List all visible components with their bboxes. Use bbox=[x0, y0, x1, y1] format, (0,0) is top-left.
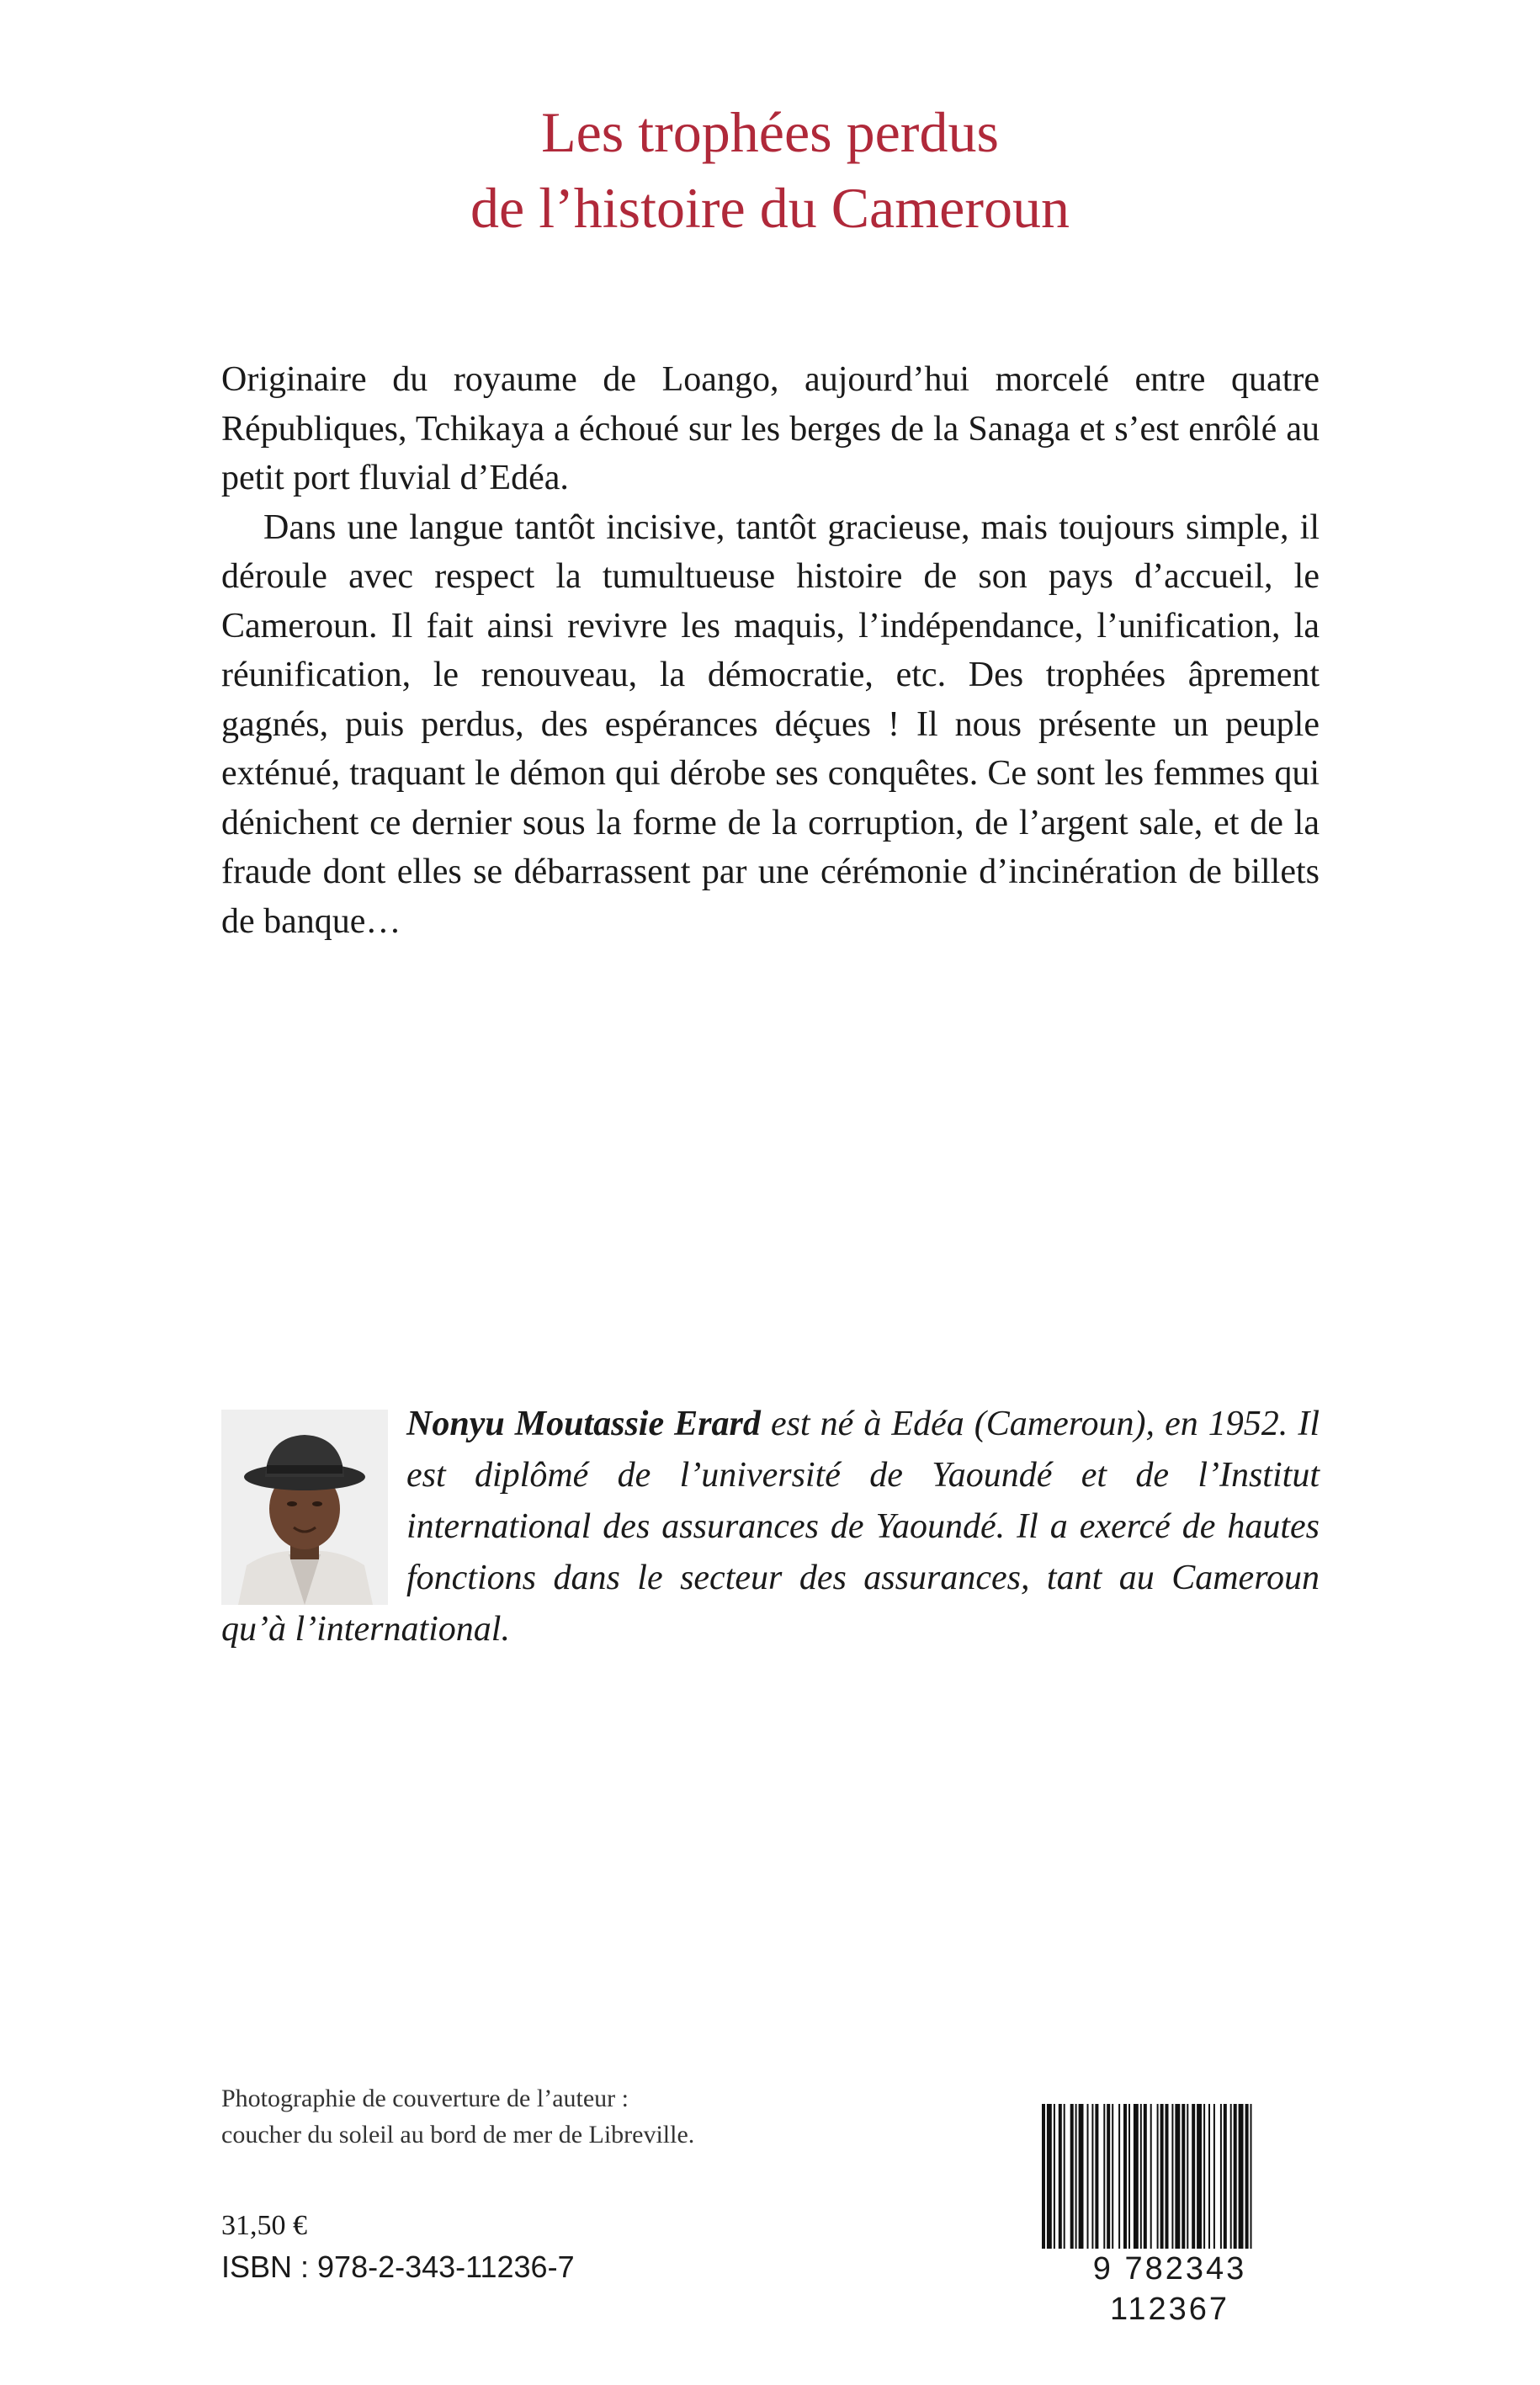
book-title bbox=[0, 94, 1540, 246]
barcode-bar bbox=[1245, 2104, 1249, 2264]
barcode-bar bbox=[1054, 2104, 1055, 2264]
barcode-bar bbox=[1230, 2104, 1232, 2264]
barcode-bar bbox=[1175, 2104, 1180, 2264]
barcode-bar bbox=[1171, 2104, 1173, 2264]
barcode-bar bbox=[1087, 2104, 1089, 2264]
barcode-bar bbox=[1213, 2104, 1215, 2264]
barcode-bar bbox=[1042, 2104, 1045, 2264]
barcode-bar bbox=[1224, 2104, 1227, 2264]
barcode-digits: 9 782343 112367 bbox=[1035, 2249, 1304, 2329]
barcode-bar bbox=[1157, 2104, 1159, 2264]
barcode-bar bbox=[1239, 2104, 1244, 2264]
barcode-bar bbox=[1128, 2104, 1130, 2264]
barcode-bar bbox=[1220, 2104, 1222, 2264]
barcode-bar bbox=[1123, 2104, 1127, 2264]
summary-paragraph-1: Originaire du royaume de Loango, aujourd’hui morcelé entre quatre Républiques, Tchikaya a échoué sur les berges de la Sanaga et s’est enrôlé au petit port fluvial d’Edéa. bbox=[221, 360, 1320, 497]
barcode-bar bbox=[1112, 2104, 1113, 2264]
barcode-bar bbox=[1144, 2104, 1147, 2264]
photo-credit-line-2: coucher du soleil au bord de mer de Libreville. bbox=[221, 2121, 695, 2149]
barcode-bar bbox=[1103, 2104, 1105, 2264]
summary-paragraph-2: Dans une langue tantôt incisive, tantôt gracieuse, mais toujours simple, il déroule avec respect la tumultueuse histoire de son pays d’accueil, le Cameroun. Il fait ainsi revivre les maquis, l’indépendance, l’unification, la réunification, le renouveau, la démocratie, etc. Des trophées âprement gagnés, puis perdus, des espérances déçues ! Il nous présente un peuple exténué, traquant le démon qui dérobe ses conquêtes. Ce sont les femmes qui dénichent ce dernier sous la forme de la corruption, de l’argent sale, et de la fraude dont elles se débarrassent par une cérémonie d’incinération de billets de banque… bbox=[221, 507, 1320, 941]
barcode-bar bbox=[1166, 2104, 1169, 2264]
book-title-line-1: Les trophées perdus bbox=[541, 100, 999, 164]
barcode-bar bbox=[1047, 2104, 1052, 2264]
barcode-bar bbox=[1208, 2104, 1210, 2264]
barcode-bar bbox=[1134, 2104, 1139, 2264]
author-bio-text: est né à Edéa (Cameroun), en 1952. Il est diplômé de l’université de Yaoundé et de l’Institut international des assurances de Yaoundé. Il a exercé de hautes fonctions dans le secteur des assurances, tant au Cameroun qu’à l’international. bbox=[221, 1405, 1320, 1649]
barcode-bar bbox=[1059, 2104, 1062, 2264]
photo-wrap-spacer bbox=[221, 1399, 406, 1601]
book-title-line-2: de l’histoire du Cameroun bbox=[470, 176, 1070, 240]
barcode-bar bbox=[1070, 2104, 1074, 2264]
barcode-bar bbox=[1197, 2104, 1202, 2264]
author-name: Nonyu Moutassie Erard bbox=[406, 1405, 761, 1443]
barcode-bar bbox=[1118, 2104, 1120, 2264]
photo-credit-line-1: Photographie de couverture de l’auteur : bbox=[221, 2085, 629, 2112]
barcode-bar bbox=[1079, 2104, 1084, 2264]
barcode-bar bbox=[1234, 2104, 1237, 2264]
isbn-number: ISBN : 978-2-343-11236-7 bbox=[221, 2250, 575, 2284]
book-price: 31,50 € bbox=[221, 2210, 307, 2241]
barcode-bar bbox=[1107, 2104, 1110, 2264]
barcode-bar bbox=[1251, 2104, 1252, 2264]
back-cover-summary bbox=[221, 355, 1320, 946]
barcode-icon bbox=[1035, 2104, 1304, 2264]
author-biography bbox=[221, 1399, 1320, 1655]
isbn-barcode bbox=[1035, 2104, 1304, 2327]
barcode-bar bbox=[1160, 2104, 1164, 2264]
barcode-bar bbox=[1187, 2104, 1188, 2264]
barcode-bar bbox=[1203, 2104, 1205, 2264]
barcode-bar bbox=[1091, 2104, 1093, 2264]
barcode-bar bbox=[1140, 2104, 1142, 2264]
photo-credit bbox=[221, 2080, 895, 2153]
barcode-bar bbox=[1064, 2104, 1065, 2264]
barcode-bar bbox=[1182, 2104, 1185, 2264]
barcode-bar bbox=[1075, 2104, 1077, 2264]
barcode-bar bbox=[1150, 2104, 1152, 2264]
barcode-bar bbox=[1192, 2104, 1195, 2264]
barcode-bar bbox=[1095, 2104, 1098, 2264]
